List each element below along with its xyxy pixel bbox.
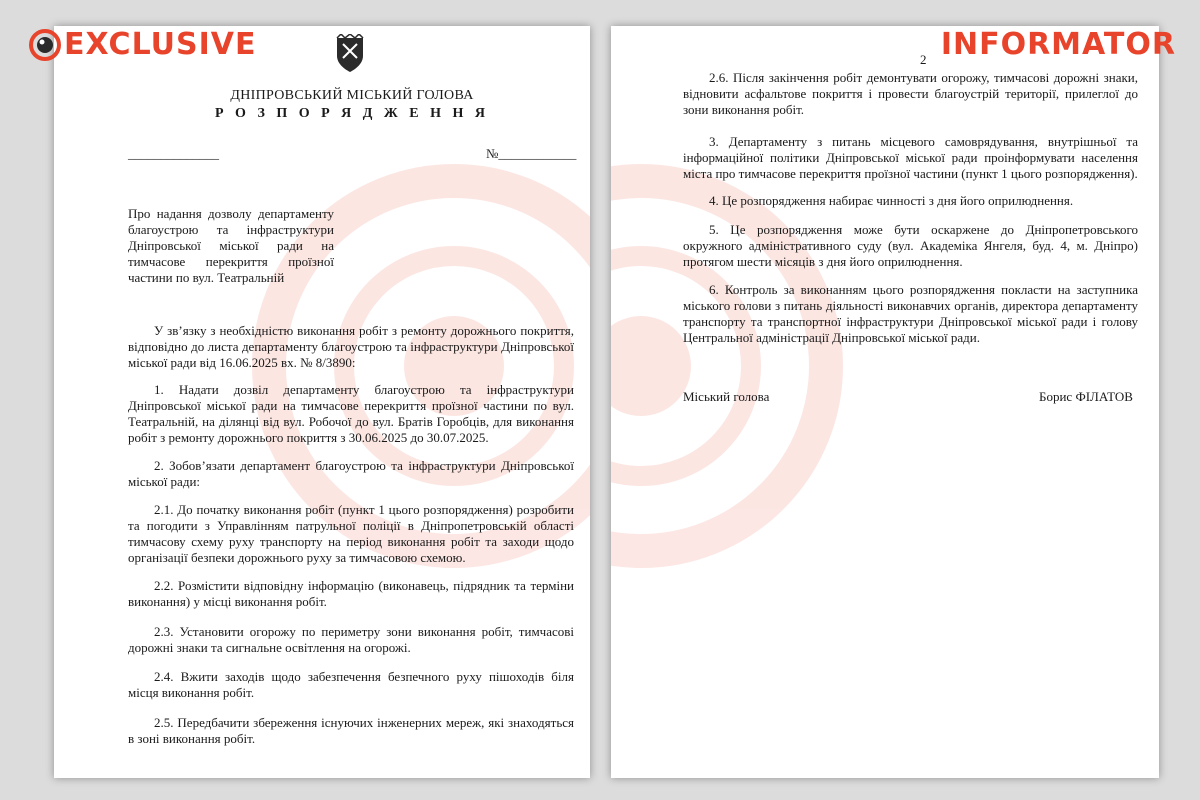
item-2-1: 2.1. До початку виконання робіт (пункт 1 цього розпорядження) розробити та погодити з Управлінням патрульної поліції в Дніпропетровській області тимчасову схему руху транспорту на період виконання робіт та заходи щодо організації безпеки дорожнього руху за тимчасовою схемою.: [128, 502, 574, 565]
document-page-2: [611, 26, 1159, 778]
item-2: 2. Зобов’язати департамент благоустрою та інфраструктури Дніпровської міської ради:: [128, 458, 574, 489]
item-4: 4. Це розпорядження набирає чинності з дня його оприлюднення.: [709, 193, 1074, 208]
item-6: 6. Контроль за виконанням цього розпорядження покласти на заступника міського голови з питань діяльності виконавчих органів, директора департаменту транспорту та транспортної інфраструктури Дніпровської міської ради і голову Центральної адміністрації Дніпровської міської ради.: [683, 282, 1138, 345]
number-blank: №____________: [486, 146, 577, 161]
document-page-1: [54, 26, 590, 778]
eye-logo-icon: [28, 28, 62, 62]
item-2-4: 2.4. Вжити заходів щодо забезпечення безпечного руху пішоходів біля місця виконання робіт.: [128, 669, 574, 700]
item-1: 1. Надати дозвіл департаменту благоустрою та інфраструктури Дніпровської міської ради на тимчасове перекриття проїзної частини по вул. Театральній, на ділянці від вул. Робочої до вул. Братів Горобців, для виконання робіт з ремонту дорожнього покриття з 30.06.2025 до 30.07.2025.: [128, 382, 574, 445]
document-type: Р О З П О Р Я Д Ж Е Н Н Я: [215, 106, 489, 121]
subject: Про надання дозволу департаменту благоустрою та інфраструктури Дніпровської міської ради на тимчасове перекриття проїзної частини по вул. Театральній: [128, 206, 334, 285]
item-2-6: 2.6. Після закінчення робіт демонтувати огорожу, тимчасові дорожні знаки, відновити асфальтове покриття і провести благоустрій території, прилеглої до зони виконання робіт.: [683, 70, 1138, 117]
signature-position: Міський голова: [683, 389, 770, 404]
item-3: 3. Департаменту з питань місцевого самоврядування, внутрішньої та інформаційної політики Дніпровської міської ради проінформувати населення міста про тимчасове перекриття проїзної частини (пункт 1 цього розпорядження).: [683, 134, 1138, 181]
preamble: У зв’язку з необхідністю виконання робіт з ремонту дорожнього покриття, відповідно до листа департаменту благоустрою та інфраструктури Дніпровської міської ради від 16.06.2025 вх. № 8/3890:: [128, 323, 574, 370]
exclusive-label: EXCLUSIVE: [64, 27, 257, 62]
exclusive-badge: [28, 26, 256, 64]
item-2-2: 2.2. Розмістити відповідну інформацію (виконавець, підрядник та терміни виконання) у місці виконання робіт.: [128, 578, 574, 609]
item-2-3: 2.3. Установити огорожу по периметру зони виконання робіт, тимчасові дорожні знаки та сигнальне освітлення на огорожі.: [128, 624, 574, 655]
date-blank: ______________: [128, 146, 219, 161]
item-2-5: 2.5. Передбачити збереження існуючих інженерних мереж, які знаходяться в зоні виконання робіт.: [128, 715, 574, 746]
dnipro-coat-of-arms-icon: [333, 34, 367, 74]
issuer-title: ДНІПРОВСЬКИЙ МІСЬКИЙ ГОЛОВА: [230, 88, 474, 103]
item-5: 5. Це розпорядження може бути оскаржене до Дніпропетровського окружного адміністративного суду (вул. Академіка Янгеля, буд. 4, м. Дніпро) протягом шести місяців з дня його оприлюднення.: [683, 222, 1138, 269]
signature-name: Борис ФІЛАТОВ: [1039, 389, 1133, 404]
informator-logo: INFORMATOR: [940, 27, 1176, 62]
page-number: 2: [920, 52, 927, 67]
